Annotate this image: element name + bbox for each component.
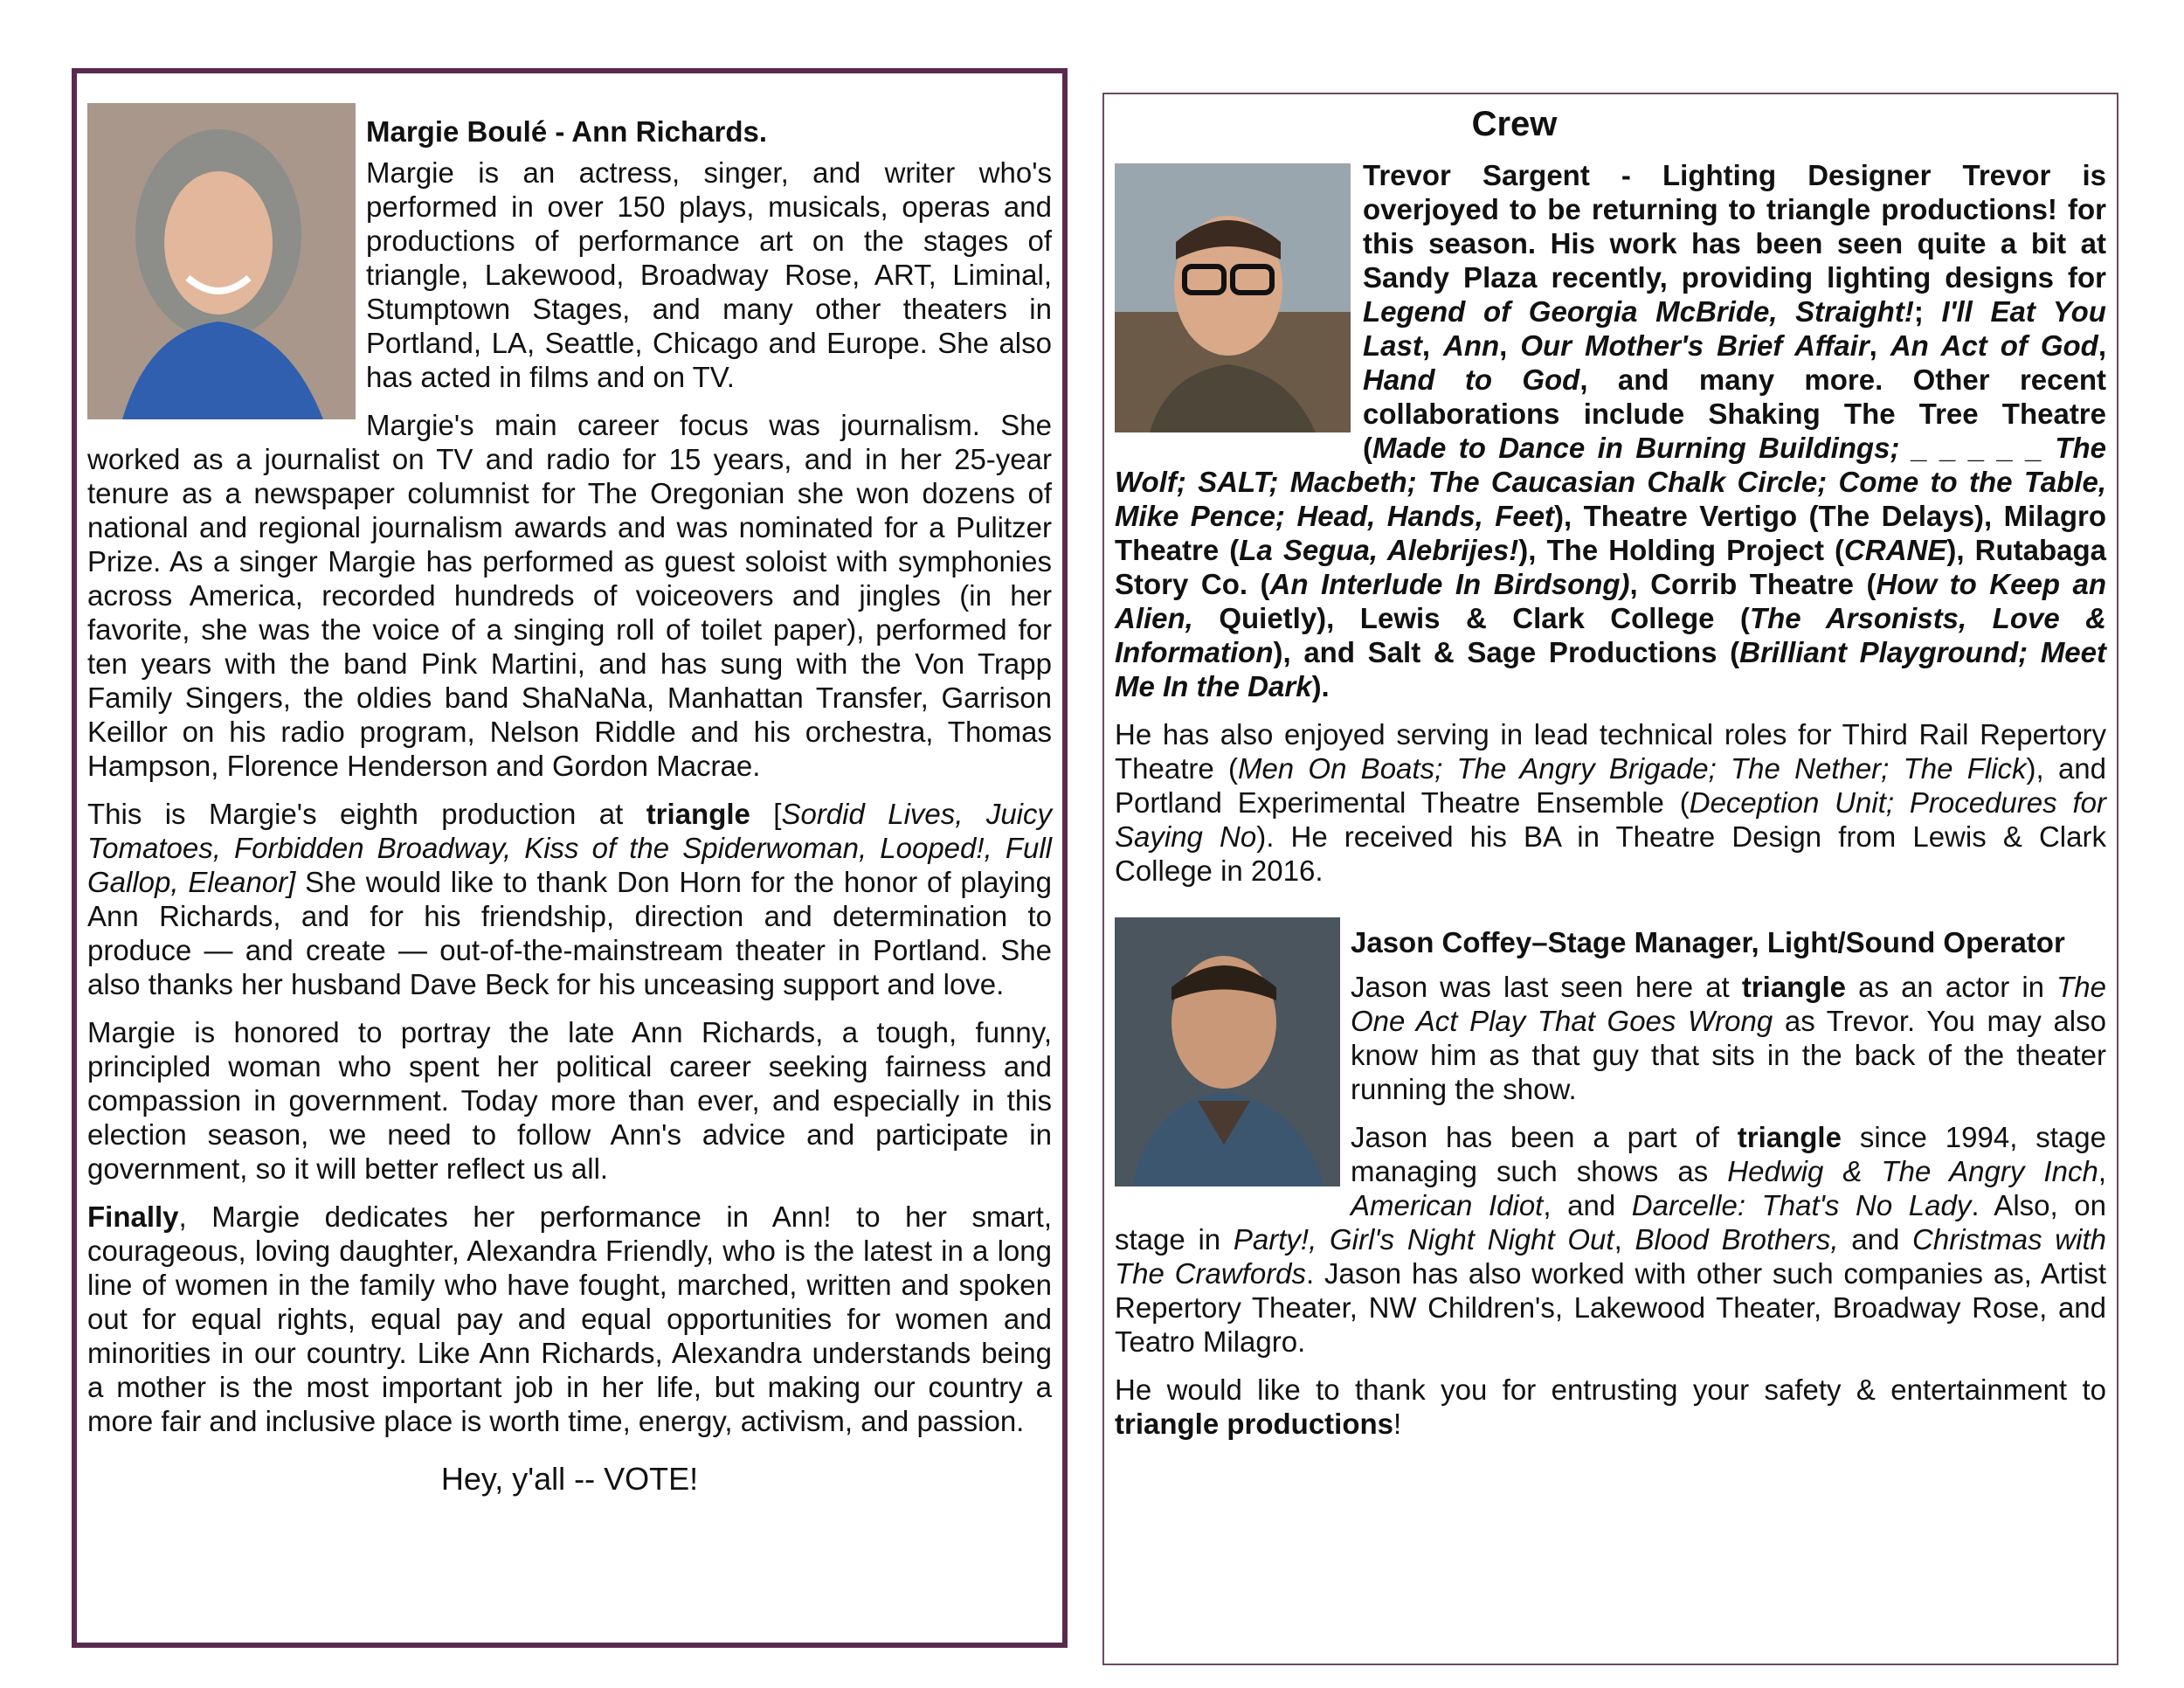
margie-paragraph-3: This is Margie's eighth production at triangle [Sordid Lives, Juicy Tomatoes, Forbidden Broadway, Kiss of the Spiderwoman, Looped!, Full Gallop, Eleanor] She would like to thank Don Horn for the honor of playing Ann Richards, and for his friendship, direction and determination to produce — and create — out-of-the-mainstream theater in Portland. She also thanks her husband Dave Beck for his unceasing support and love. xyxy=(87,798,1052,1000)
jason-heading: Jason Coffey–Stage Manager, Light/Sound Operator xyxy=(1351,926,2065,958)
margie-heading: Margie Boulé - Ann Richards. xyxy=(366,115,768,148)
margie-paragraph-4: Margie is honored to portray the late Ann Richards, a tough, funny, principled woman who spent her political career seeking fairness and compassion in government. Today more than ever, and especially in this election season, we need to follow Ann's advice and participate in government, so it will better reflect us all. xyxy=(87,1016,1052,1185)
margie-bio-panel xyxy=(72,68,1068,1648)
portrait-icon xyxy=(1115,163,1351,432)
margie-photo xyxy=(87,103,356,419)
jason-photo xyxy=(1115,917,1340,1186)
vote-line: Hey, y'all -- VOTE! xyxy=(440,1461,699,1497)
crew-panel xyxy=(1102,93,2118,1665)
margie-paragraph-5: Finally, Margie dedicates her performance in Ann! to her smart, courageous, loving daughter, Alexandra Friendly, who is the latest in a long line of women in the family who have fought, marched, written and spoken out for equal rights, equal pay and equal opportunities for women and minorities in our country. Like Ann Richards, Alexandra understands being a mother is the most important job in her life, but making our country a more fair and inclusive place is worth time, energy, activism, and passion. xyxy=(87,1200,1052,1437)
trevor-paragraph-1: Trevor Sargent - Lighting Designer Trevor is overjoyed to be returning to triangle productions! for this season. His work has been seen quite a bit at Sandy Plaza recently, providing lighting designs for Legend of Georgia McBride, Straight!; I'll Eat You Last, Ann, Our Mother's Brief Affair, An Act of God, Hand to God, and many more. Other recent collaborations include Shaking The Tree Theatre (Made to Dance in Burning Buildings; _ _ _ _ _ The Wolf; SALT; Macbeth; The Caucasian Chalk Circle; Come to the Table, Mike Pence; Head, Hands, Feet), Theatre Vertigo (The Delays), Milagro Theatre (La Segua, Alebrijes!), The Holding Project (CRANE), Rutabaga Story Co. (An Interlude In Birdsong), Corrib Theatre (How to Keep an Alien, Quietly), Lewis & Clark College (The Arsonists, Love & Information), and Salt & Sage Productions (Brilliant Playground; Meet Me In the Dark). xyxy=(1115,159,2107,702)
jason-paragraph-3: He would like to thank you for entrusting your safety & entertainment to triangle productions! xyxy=(1115,1373,2106,1440)
jason-paragraph-2: Jason has been a part of triangle since 1994, stage managing such shows as Hedwig & The Angry Inch, American Idiot, and Darcelle: That's No Lady. Also, on stage in Party!, Girl's Night Night Out, Blood Brothers, and Christmas with The Crawfords. Jason has also worked with other such companies as, Artist Repertory Theater, NW Children's, Lakewood Theater, Broadway Rose, and Teatro Milagro. xyxy=(1115,1121,2106,1358)
margie-paragraph-1: Margie is an actress, singer, and writer who's performed in over 150 plays, musicals, operas and productions of performance art on the stages of triangle, Lakewood, Broadway Rose, ART, Liminal, Stumptown Stages, and many other theaters in Portland, LA, Seattle, Chicago and Europe. She also has acted in films and on TV. xyxy=(366,156,1052,393)
portrait-icon xyxy=(87,103,356,419)
portrait-icon xyxy=(1115,917,1340,1186)
trevor-photo xyxy=(1115,163,1351,432)
crew-title: Crew xyxy=(1471,105,1558,143)
margie-paragraph-2: Margie's main career focus was journalism. She worked as a journalist on TV and radio for 15 years, and in her 25-year tenure as a newspaper columnist for The Oregonian she won dozens of national and regional journalism awards and was nominated for a Pulitzer Prize. As a singer Margie has performed as guest soloist with symphonies across America, recorded hundreds of voiceovers and jingles (in her favorite, she was the voice of a singing roll of toilet paper), performed for ten years with the band Pink Martini, and has sung with the Von Trapp Family Singers, the oldies band ShaNaNa, Manhattan Transfer, Garrison Keillor on his radio program, Nelson Riddle and his orchestra, Thomas Hampson, Florence Henderson and Gordon Macrae. xyxy=(87,409,1052,782)
jason-paragraph-1: Jason was last seen here at triangle as an actor in The One Act Play That Goes Wrong as Trevor. You may also know him as that guy that sits in the back of the theater running the show. xyxy=(1351,971,2106,1105)
trevor-paragraph-2: He has also enjoyed serving in lead technical roles for Third Rail Repertory Theatre (Men On Boats; The Angry Brigade; The Nether; The Flick), and Portland Experimental Theatre Ensemble (Deception Unit; Procedures for Saying No). He received his BA in Theatre Design from Lewis & Clark College in 2016. xyxy=(1115,718,2106,887)
